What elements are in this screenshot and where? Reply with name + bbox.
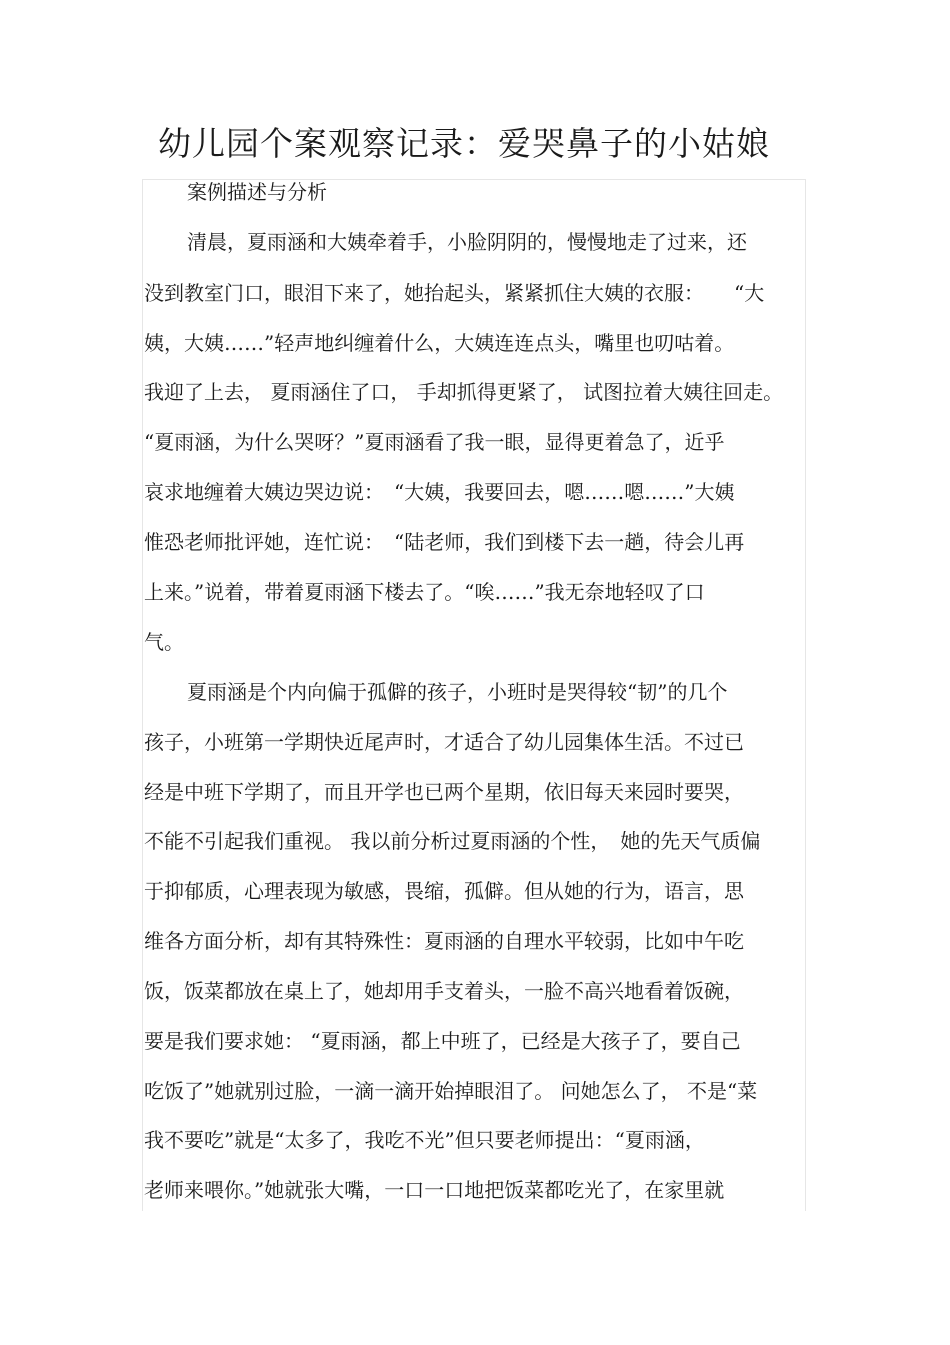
text-line: 姨，大姨……”轻声地纠缠着什么，大姨连连点头，嘴里也叨咕着。 [144, 331, 735, 355]
text-line: 没到教室门口，眼泪下来了，她抬起头，紧紧抓住大姨的衣服： “大 [144, 281, 765, 305]
section-heading: 案例描述与分析 [187, 180, 327, 204]
text-line: 夏雨涵是个内向偏于孤僻的孩子，小班时是哭得较“韧”的几个 [187, 680, 728, 704]
text-line: 我迎了上去， 夏雨涵住了口， 手却抓得更紧了， 试图拉着大姨往回走。 [144, 380, 784, 404]
text-line: “夏雨涵，为什么哭呀？”夏雨涵看了我一眼，显得更着急了，近乎 [144, 430, 725, 454]
text-line: 上来。”说着，带着夏雨涵下楼去了。“唉……”我无奈地轻叹了口 [144, 580, 705, 604]
text-line: 孩子，小班第一学期快近尾声时，才适合了幼儿园集体生活。不过已 [144, 730, 744, 754]
text-line: 饭，饭菜都放在桌上了，她却用手支着头，一脸不高兴地看着饭碗， [144, 979, 744, 1003]
text-line: 惟恐老师批评她，连忙说： “陆老师，我们到楼下去一趟，待会儿再 [144, 530, 745, 554]
text-line: 气。 [144, 630, 184, 654]
text-line: 经是中班下学期了，而且开学也已两个星期，依旧每天来园时要哭， [144, 780, 744, 804]
text-line: 不能不引起我们重视。 我以前分析过夏雨涵的个性， 她的先天气质偏 [144, 829, 761, 853]
text-line: 要是我们要求她： “夏雨涵，都上中班了，已经是大孩子了，要自己 [144, 1029, 741, 1053]
text-line: 我不要吃”就是“太多了，我吃不光”但只要老师提出：“夏雨涵， [144, 1128, 705, 1152]
page-title: 幼儿园个案观察记录：爱哭鼻子的小姑娘 [158, 124, 770, 163]
text-line: 吃饭了”她就别过脸，一滴一滴开始掉眼泪了。 问她怎么了， 不是“菜 [144, 1079, 758, 1103]
text-line: 于抑郁质，心理表现为敏感，畏缩，孤僻。但从她的行为，语言，思 [144, 879, 744, 903]
text-line: 哀求地缠着大姨边哭边说： “大姨，我要回去，嗯……嗯……”大姨 [144, 480, 735, 504]
text-line: 清晨，夏雨涵和大姨牵着手，小脸阴阴的，慢慢地走了过来，还 [187, 230, 747, 254]
text-line: 老师来喂你。”她就张大嘴，一口一口地把饭菜都吃光了，在家里就 [144, 1178, 725, 1202]
text-line: 维各方面分析，却有其特殊性：夏雨涵的自理水平较弱，比如中午吃 [144, 929, 744, 953]
